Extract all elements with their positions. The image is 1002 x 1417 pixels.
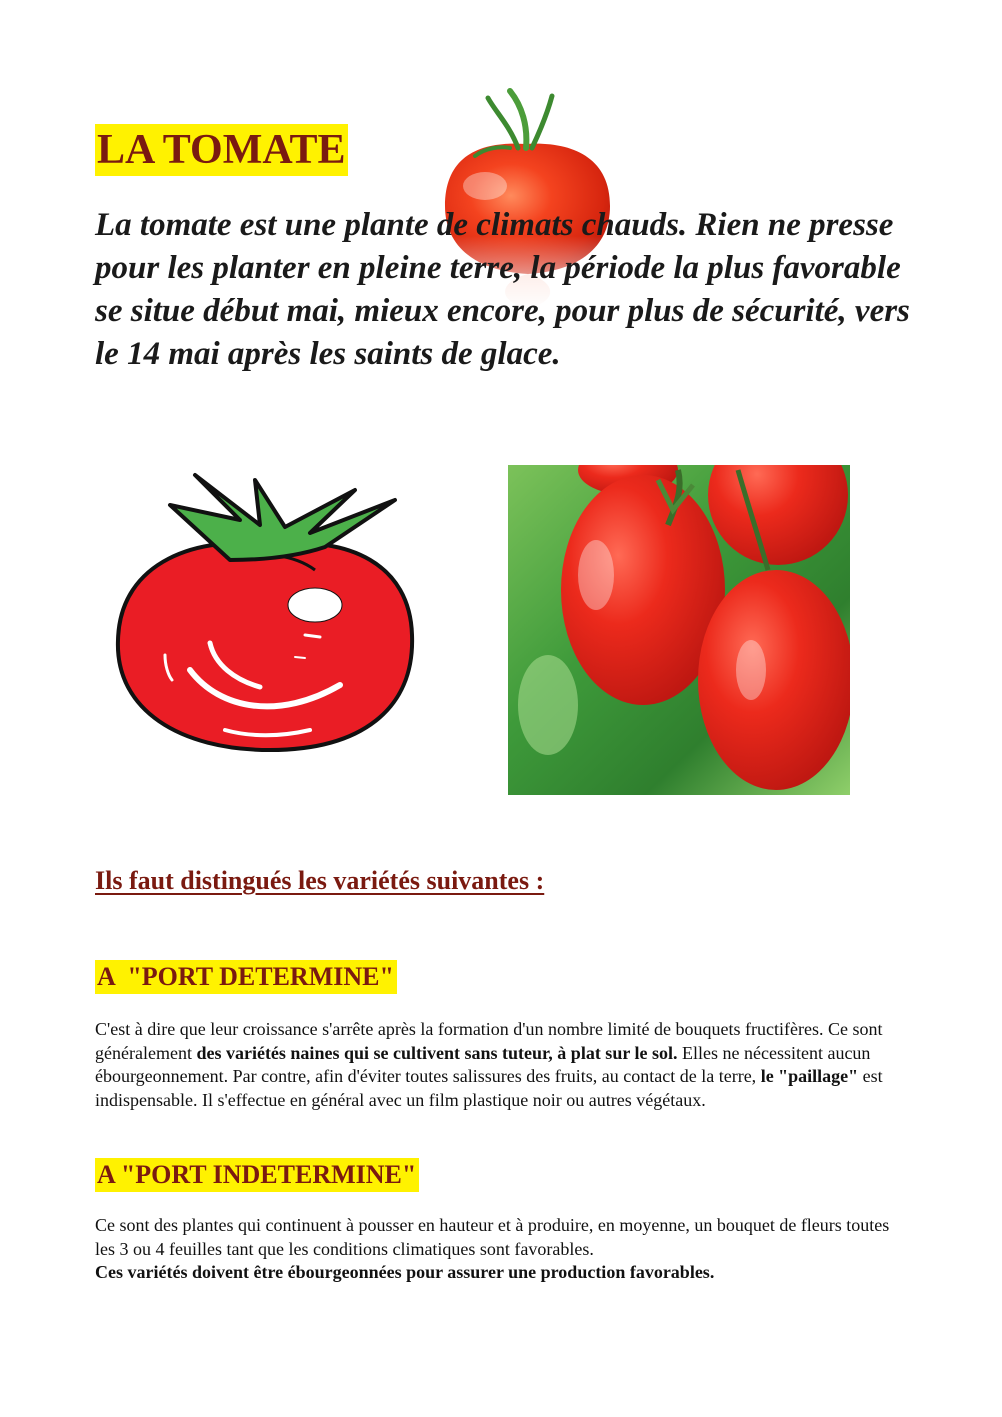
bold-text-span: des variétés naines qui se cultivent sans tuteur, à plat sur le sol. [196,1042,678,1063]
text-span: Elles ne nécessitent aucun ébourgeonnement. Par contre, afin d'éviter toutes salissures des fruits, au contact de la terre, [95,1042,871,1086]
variety-paragraph-determine [95,1018,895,1112]
tomatoes-on-vine-image [508,465,850,795]
variety-heading-determine: A "PORT DETERMINE" [95,960,397,994]
varieties-heading: Ils faut distingués les variétés suivantes : [95,866,545,895]
text-span: C'est à dire que leur croissance s'arrête après la formation d'un nombre limité de bouquets fructifères. Ce sont généralement [95,1019,883,1063]
intro-paragraph: La tomate est une plante de climats chauds. Rien ne presse pour les planter en pleine terre, la période la plus favorable se situe début mai, mieux encore, pour plus de sécurité, vers le 14 mai après les saints de glace. [95,207,910,372]
text-span: est indispensable. Il s'effectue en général avec un film plastique noir ou autres végétaux. [95,1066,883,1110]
bold-text-span: le "paillage" [760,1066,859,1086]
page-title: LA TOMATE [95,124,348,176]
bold-text-span: Ces variétés doivent être ébourgeonnées pour assurer une production favorables. [95,1262,715,1282]
cartoon-tomato-image [110,465,435,755]
text-span: Ce sont des plantes qui continuent à pousser en hauteur et à produire, en moyenne, un bouquet de fleurs toutes les 3 ou 4 feuilles tant que les conditions climatiques sont favorables. [95,1215,890,1259]
variety-paragraph-indetermine [95,1214,895,1285]
title-block [95,96,348,204]
variety-heading-indetermine: A "PORT INDETERMINE" [95,1158,419,1192]
